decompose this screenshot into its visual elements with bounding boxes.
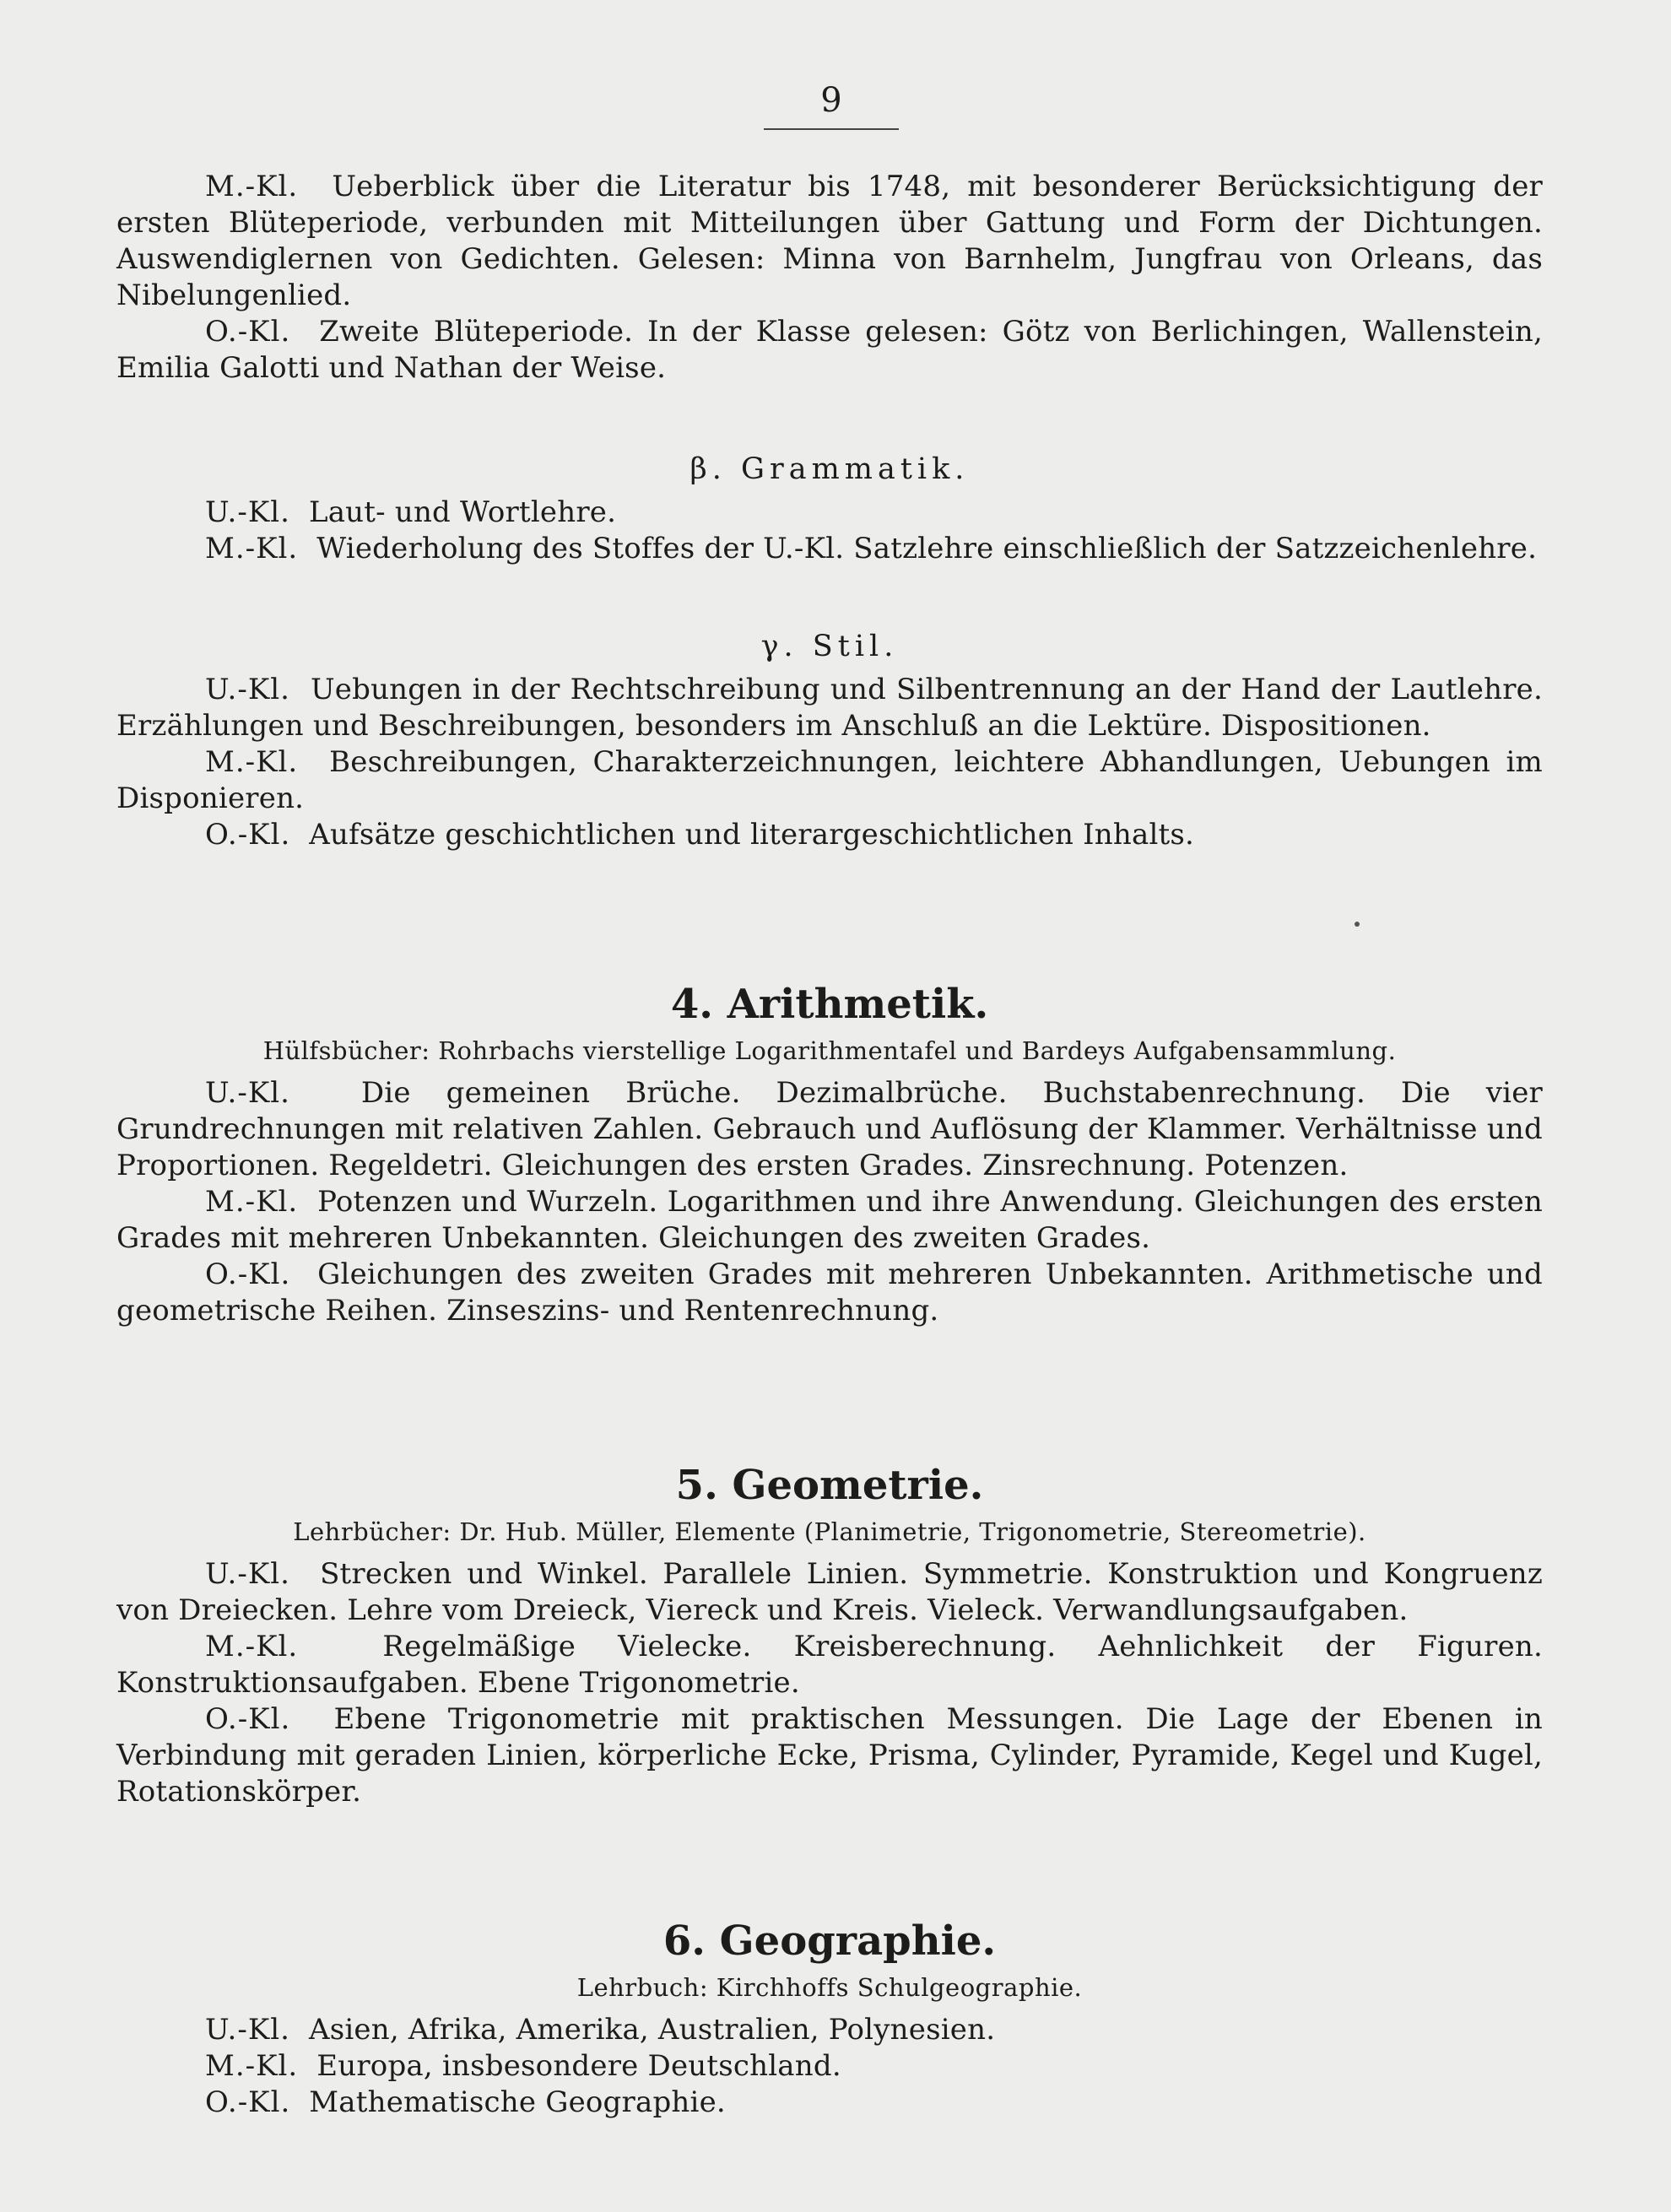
class-label: M.-Kl. bbox=[205, 170, 299, 203]
paragraph-text: Potenzen und Wurzeln. Logarithmen und ihre Anwendung. Gleichungen des ersten Grades mit mehreren Unbekannten. Gleichungen des zweiten Grades. bbox=[116, 1185, 1544, 1255]
paragraph bbox=[116, 672, 1543, 744]
grammatik-section bbox=[116, 452, 1543, 567]
section-heading: 4. Arithmetik. bbox=[670, 981, 989, 1028]
paragraph-text: Regelmäßige Vielecke. Kreisberechnung. Aehnlichkeit der Figuren. Konstruktionsaufgaben. Ebene Trigonometrie. bbox=[116, 1630, 1543, 1700]
class-label: M.-Kl. bbox=[205, 532, 299, 565]
paragraph bbox=[116, 1629, 1543, 1701]
paragraph-text: Asien, Afrika, Amerika, Australien, Polynesien. bbox=[308, 2013, 996, 2047]
class-label: O.-Kl. bbox=[205, 1702, 291, 1736]
paragraph-text: Wiederholung des Stoffes der U.-Kl. Satzlehre einschließlich der Satzzeichenlehre. bbox=[316, 532, 1538, 565]
textbooks-line: Lehrbuch: Kirchhoffs Schulgeographie. bbox=[576, 1973, 1083, 2002]
class-label: U.-Kl. bbox=[205, 495, 290, 529]
paragraph-text: Zweite Blüteperiode. In der Klasse gelesen: Götz von Berlichingen, Wallenstein, Emilia Galotti und Nathan der Weise. bbox=[116, 315, 1543, 385]
paragraph-text: Aufsätze geschichtlichen und literargeschichtlichen Inhalts. bbox=[309, 818, 1195, 852]
paragraph-text: Die gemeinen Brüche. Dezimalbrüche. Buchstabenrechnung. Die vier Grundrechnungen mit relativen Zahlen. Gebrauch und Auflösung der Klammer. Verhältnisse und Proportionen. Regeldetri. Gleichungen des ersten Grades. Zinsrechnung. Potenzen. bbox=[116, 1076, 1543, 1182]
stil-section bbox=[116, 629, 1543, 853]
paragraph bbox=[116, 1556, 1543, 1629]
subsection-title: β. Grammatik. bbox=[689, 452, 970, 486]
class-label: M.-Kl. bbox=[205, 745, 299, 779]
paper-speck bbox=[1355, 922, 1360, 927]
section-heading: 6. Geographie. bbox=[662, 1917, 997, 1965]
class-label: U.-Kl. bbox=[205, 673, 290, 706]
paragraph bbox=[116, 169, 1543, 314]
class-label: M.-Kl. bbox=[205, 1630, 299, 1663]
paragraph-text: Uebungen in der Rechtschreibung und Silbentrennung an der Hand der Lautlehre. Erzählungen und Beschreibungen, besonders im Anschluß an die Lektüre. Dispositionen. bbox=[116, 673, 1543, 743]
page-number: 9 bbox=[820, 81, 842, 120]
paragraph-text: Beschreibungen, Charakterzeichnungen, leichtere Abhandlungen, Uebungen im Disponieren. bbox=[116, 745, 1543, 815]
class-label: U.-Kl. bbox=[205, 2013, 290, 2047]
class-label: U.-Kl. bbox=[205, 1557, 290, 1591]
paragraph-text: Strecken und Winkel. Parallele Linien. Symmetrie. Konstruktion und Kongruenz von Dreiecken. Lehre vom Dreieck, Viereck und Kreis. Vieleck. Verwandlungsaufgaben. bbox=[116, 1557, 1544, 1627]
literature-section bbox=[116, 169, 1543, 387]
paragraph bbox=[116, 1701, 1543, 1810]
class-label: O.-Kl. bbox=[205, 1257, 291, 1291]
paragraph-text: Gleichungen des zweiten Grades mit mehreren Unbekannten. Arithmetische und geometrische Reihen. Zinseszins- und Rentenrechnung. bbox=[116, 1257, 1543, 1328]
paragraph bbox=[116, 495, 1543, 531]
geometrie-section bbox=[116, 1460, 1543, 1810]
paragraph-text: Laut- und Wortlehre. bbox=[308, 495, 617, 529]
paragraph bbox=[116, 817, 1543, 853]
paragraph-text: Europa, insbesondere Deutschland. bbox=[316, 2049, 841, 2083]
class-label: O.-Kl. bbox=[205, 315, 291, 349]
class-label: O.-Kl. bbox=[205, 818, 291, 852]
paragraph bbox=[116, 2085, 1543, 2121]
textbooks-line: Hülfsbücher: Rohrbachs vierstellige Logarithmentafel und Bardeys Aufgabensammlung. bbox=[262, 1036, 1397, 1065]
paragraph bbox=[116, 314, 1543, 387]
paragraph bbox=[116, 1184, 1543, 1257]
paragraph-text: Ueberblick über die Literatur bis 1748, mit besonderer Berücksichtigung der ersten Blüteperiode, verbunden mit Mitteilungen über Gattung und Form der Dichtungen. Auswendiglernen von Gedichten. Gelesen: Minna von Barnhelm, Jungfrau von Orleans, das Nibelungenlied. bbox=[116, 170, 1543, 312]
class-label: M.-Kl. bbox=[205, 2049, 299, 2083]
paragraph bbox=[116, 2048, 1543, 2085]
paragraph bbox=[116, 1075, 1543, 1184]
paragraph bbox=[116, 744, 1543, 817]
class-label: U.-Kl. bbox=[205, 1076, 290, 1110]
paragraph-text: Ebene Trigonometrie mit praktischen Messungen. Die Lage der Ebenen in Verbindung mit geraden Linien, körperliche Ecke, Prisma, Cylinder, Pyramide, Kegel und Kugel, Rotationskörper. bbox=[116, 1702, 1544, 1809]
page-number-rule bbox=[764, 128, 899, 130]
class-label: O.-Kl. bbox=[205, 2085, 291, 2119]
class-label: M.-Kl. bbox=[205, 1185, 299, 1219]
paragraph bbox=[116, 2012, 1543, 2048]
paragraph bbox=[116, 1257, 1543, 1329]
geographie-section bbox=[116, 1916, 1543, 2121]
paragraph-text: Mathematische Geographie. bbox=[309, 2085, 726, 2119]
section-heading: 5. Geometrie. bbox=[675, 1462, 984, 1509]
arithmetik-section bbox=[116, 979, 1543, 1329]
subsection-title: γ. Stil. bbox=[760, 630, 899, 663]
paragraph bbox=[116, 531, 1543, 567]
textbooks-line: Lehrbücher: Dr. Hub. Müller, Elemente (Planimetrie, Trigonometrie, Stereometrie). bbox=[293, 1517, 1366, 1546]
